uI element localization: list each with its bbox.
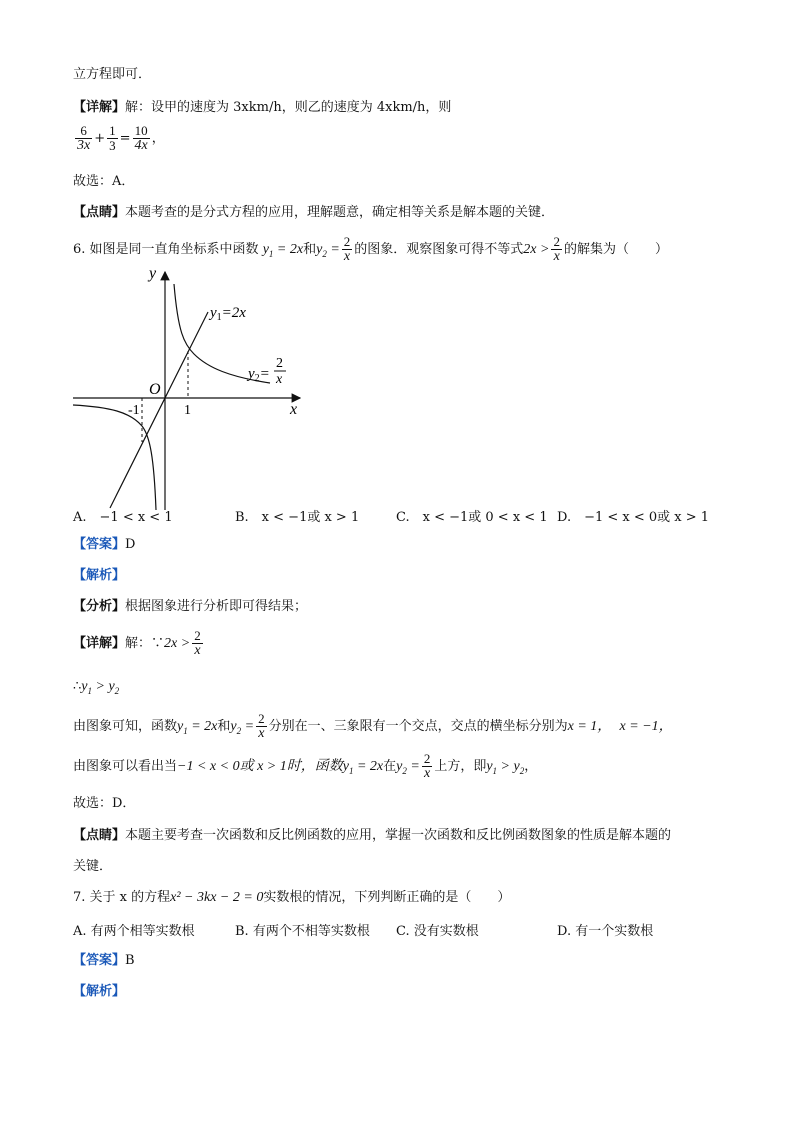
fraction-c: $\frac{10}{4x}$ (134, 123, 148, 153)
q6-stem-a: 6. 如图是同一直角坐标系中函数 (73, 242, 259, 257)
q6-option-c[interactable]: C. x < −1或 0 < x < 1 (396, 510, 548, 525)
label-y2: $y_2=$ (248, 366, 270, 384)
detail-tag-q6: 【详解】 (73, 636, 126, 651)
q7-equation: x² − 3kx − 2 = 0 (170, 890, 264, 905)
intro-line: 立方程即可． (73, 67, 152, 82)
detail-frac: $\frac{2}{x}$ (194, 628, 201, 658)
detail-tag: 【详解】 (73, 100, 126, 115)
q6-line-b: 由图象可以看出当−1 < x < 0或 x > 1时，函数$y_1 = 2x$在$y_2$ = $\frac{2}{x}$ 上方，即$y_1 > y_2$， (73, 751, 538, 781)
q6-and: 和 (303, 242, 317, 257)
q7-option-a[interactable]: A. 有两个相等实数根 (73, 924, 195, 939)
line-b-y2: $y_2$ = (396, 759, 420, 776)
label-y2-num: 2 (276, 356, 283, 371)
axis-y-label: y (149, 265, 157, 282)
q6-line-a (73, 709, 673, 749)
q7-stem-a: 7. 关于 x 的方程 (73, 890, 171, 905)
comment-tag: 【点睛】 (73, 205, 126, 220)
q7-option-d[interactable]: D. 有一个实数根 (557, 924, 654, 939)
therefore-y1: $y_1 > y_2$ (81, 679, 120, 696)
q7-answer (73, 952, 135, 970)
fraction-a: $\frac{6}{3x}$ (77, 123, 91, 153)
comment-q5 (73, 204, 554, 222)
fraction-b: $\frac{1}{3}$ (109, 123, 116, 153)
hyperbola-branch-2 (73, 405, 156, 510)
comment-tag-q6: 【点睛】 (73, 828, 126, 843)
line-a1: 由图象可知，函数 (73, 719, 178, 734)
line-a-xm1: x = −1， (619, 719, 673, 734)
detail-text-q6: 解：∵ (125, 636, 165, 651)
eq-tail: ， (151, 131, 165, 146)
line-b-ineq: $y_1 > y_2$ (486, 759, 525, 776)
q6-choose: 故选：D． (73, 796, 136, 811)
line-b-cond: −1 < x < 0或 x > 1时，函数 (177, 759, 343, 774)
tick-neg1: -1 (128, 403, 140, 418)
plus-sign: + (94, 131, 106, 146)
q7-analysis-tag: 【解析】 (73, 984, 126, 999)
line-a-y1: $y_1 = 2x$ (177, 719, 218, 736)
answer-value: D (125, 537, 136, 552)
q6-therefore (73, 678, 119, 700)
comment-text: 本题考查的是分式方程的应用，理解题意，确定相等关系是解本题的关键． (125, 205, 555, 220)
line-a-frac: $\frac{2}{x}$ (258, 711, 265, 741)
line-a-x1: x = 1， (567, 719, 612, 734)
origin-label: O (149, 381, 161, 398)
fenxi-tag: 【分析】 (73, 599, 126, 614)
line-b-frac: $\frac{2}{x}$ (423, 751, 431, 781)
line-a2: 和 (217, 719, 231, 734)
q6-ineq: 2x > (523, 242, 550, 257)
q6-answer (73, 536, 135, 554)
detail-text: 解：设甲的速度为 3xkm/h，则乙的速度为 4xkm/h，则 (125, 100, 452, 115)
q6-comment-2: 关键． (73, 859, 113, 874)
q6-option-d[interactable]: D. −1 < x < 0或 x > 1 (557, 510, 710, 525)
detail-line-q5 (73, 99, 451, 117)
q7-answer-tag: 【答案】 (73, 953, 126, 968)
function-graph (70, 262, 310, 514)
line-b3: 在 (383, 759, 397, 774)
therefore-sign: ∴ (73, 679, 82, 694)
axis-x-label: x (290, 401, 298, 418)
q6-fenxi (73, 598, 307, 616)
line-b-y1: $y_1 = 2x$ (342, 759, 384, 776)
q6-ineq-frac: $\frac{2}{x}$ (553, 234, 560, 264)
line-y1 (110, 312, 208, 508)
choose-q5: 故选：A． (73, 174, 135, 189)
q6-frac: $\frac{2}{x}$ (343, 234, 351, 264)
tick-1: 1 (184, 403, 191, 418)
answer-tag: 【答案】 (73, 537, 126, 552)
q6-analysis-tag: 【解析】 (73, 568, 126, 583)
fenxi-text: 根据图象进行分析即可得结果； (125, 599, 308, 614)
q7-stem (73, 889, 510, 907)
line-b1: 由图象可以看出当 (73, 759, 178, 774)
line-a3: 分别在一、三象限有一个交点，交点的横坐标分别为 (268, 719, 568, 734)
equation-q5 (73, 124, 165, 153)
q7-option-b[interactable]: B. 有两个不相等实数根 (235, 924, 370, 939)
hyperbola-branch-1 (174, 284, 270, 383)
q6-stem-d: 的解集为（ ） (563, 242, 668, 257)
q6-stem-c: 的图象．观察图象可得不等式 (354, 242, 524, 257)
q6-comment (73, 827, 671, 845)
q7-answer-value: B (125, 953, 135, 968)
q7-stem-b: 实数根的情况，下列判断正确的是（ ） (263, 890, 511, 905)
q6-option-b[interactable]: B. x < −1或 x > 1 (235, 510, 360, 525)
q6-y2: $y_2$ = (316, 242, 340, 259)
q6-y1: $y_1 = 2x$ (262, 242, 304, 259)
equals-sign: = (119, 131, 131, 146)
label-y2-den: x (276, 372, 283, 387)
line-b4: 上方，即 (434, 759, 487, 774)
q7-option-c[interactable]: C. 没有实数根 (396, 924, 479, 939)
line-a-y2: $y_2$ = (230, 719, 255, 736)
label-y1: $y_1=2x$ (210, 305, 246, 323)
q6-option-a[interactable]: A. −1 < x < 1 (73, 510, 173, 525)
detail-ineq: 2x > (164, 636, 191, 651)
q6-detail (73, 626, 205, 662)
comment-text-q6: 本题主要考查一次函数和反比例函数的应用，掌握一次函数和反比例函数图象的性质是解本题的 (125, 828, 672, 843)
